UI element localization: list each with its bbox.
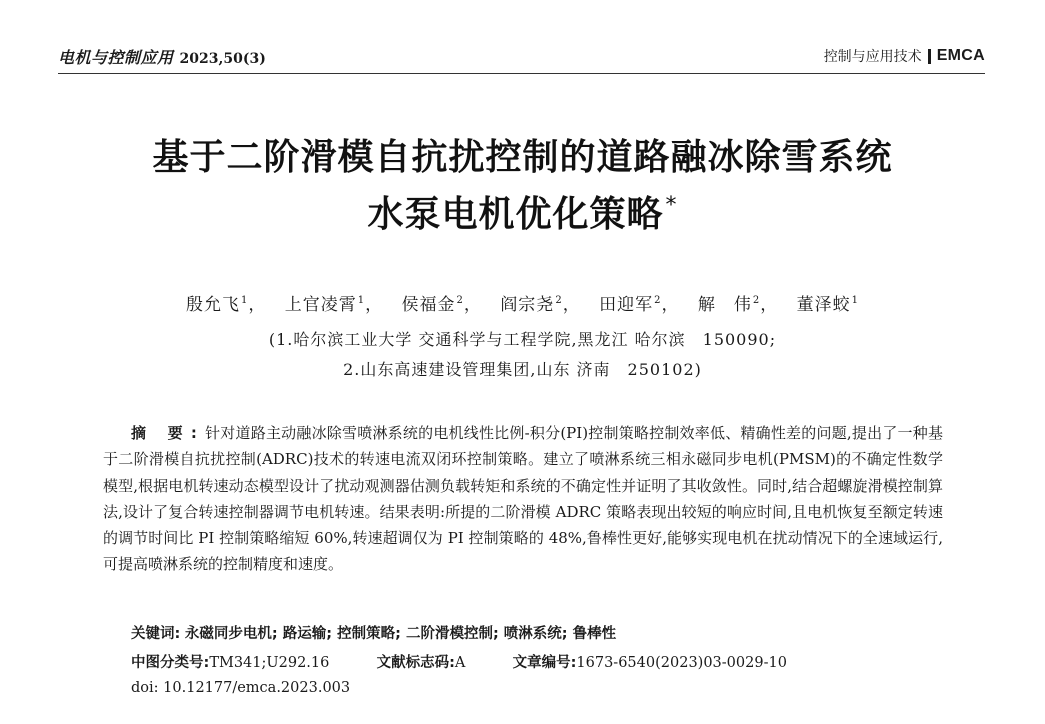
author-separator: ，	[760, 295, 779, 315]
author	[186, 295, 266, 315]
author-separator: ，	[463, 295, 482, 315]
author	[500, 295, 580, 315]
keywords-label: 关键词:	[131, 626, 181, 642]
affiliation-line-2: 2.山东高速建设管理集团,山东 济南 250102)	[343, 360, 702, 379]
doi-label: doi:	[131, 680, 159, 696]
clc-value: TM341;U292.16	[209, 655, 330, 671]
document-code-value: A	[454, 655, 466, 671]
author-affiliation-mark: 1	[851, 295, 860, 306]
article-number-value: 1673-6540(2023)03-0029-10	[576, 655, 787, 671]
running-header	[58, 44, 985, 68]
author	[599, 295, 679, 315]
abstract	[103, 420, 943, 578]
author	[402, 295, 482, 315]
keywords	[131, 622, 616, 643]
paper-title-line-1: 基于二阶滑模自抗扰控制的道路融冰除雪系统	[152, 137, 893, 178]
author-separator: ，	[562, 295, 581, 315]
author-name: 董泽蛟	[796, 295, 851, 315]
author-affiliation-mark: 2	[456, 295, 464, 306]
author-affiliation-mark: 2	[555, 295, 563, 306]
author-separator: ，	[248, 295, 267, 315]
author-name: 田迎军	[599, 295, 654, 315]
author-name: 阎宗尧	[500, 295, 555, 315]
author-affiliation-mark: 2	[654, 295, 662, 306]
document-code-label: 文献标志码:	[376, 655, 455, 671]
clc-label: 中图分类号:	[131, 655, 210, 671]
author	[285, 295, 383, 315]
author-name: 解 伟	[697, 295, 752, 315]
author-separator: ，	[365, 295, 384, 315]
doi-line	[131, 680, 350, 696]
abstract-text: 针对道路主动融冰除雪喷淋系统的电机线性比例-积分(PI)控制策略控制效率低、精确性差的问题,提出了一种基于二阶滑模自抗扰控制(ADRC)技术的转速电流双闭环控制策略。建立了喷淋系统三相永磁同步电机(PMSM)的不确定性数学模型,根据电机转速动态模型设计了扰动观测器估测负载转矩和系统的不确定性并证明了其收敛性。同时,结合超螺旋滑模控制算法,设计了复合转速控制器调节电机转速。结果表明:所提的二阶滑模 ADRC 策略表现出较短的响应时间,且电机恢复至额定转速的调节时间比 PI 控制策略缩短 60%,转速超调仅为 PI 控制策略的 48%,鲁棒性更好,能够实现电机在扰动情况下的全速域运行,可提高喷淋系统的控制精度和速度。	[103, 424, 943, 574]
article-number-label: 文章编号:	[512, 655, 577, 671]
keywords-text: 永磁同步电机; 路运输; 控制策略; 二阶滑模控制; 喷淋系统; 鲁棒性	[184, 626, 617, 642]
author-name: 上官凌霄	[284, 295, 357, 315]
journal-issue: 2023,50(3)	[179, 50, 266, 67]
abstract-label: 摘 要:	[131, 424, 205, 442]
section-divider	[928, 49, 931, 64]
author-affiliation-mark: 2	[752, 295, 761, 306]
section-info	[824, 46, 985, 66]
paper-title-line-2	[0, 186, 1045, 237]
author-affiliation-mark: 1	[357, 295, 366, 306]
author-name: 殷允飞	[185, 295, 240, 315]
paper-title-line-2-text: 水泵电机优化策略	[367, 194, 664, 235]
author-name: 侯福金	[401, 295, 456, 315]
author-separator: ，	[661, 295, 680, 315]
title-footnote-mark: *	[665, 193, 678, 218]
author	[698, 295, 778, 315]
journal-name: 电机与控制应用	[58, 47, 174, 67]
author-list	[0, 290, 1045, 315]
header-rule	[58, 73, 985, 74]
journal-info	[58, 45, 266, 68]
section-name: 控制与应用技术	[823, 49, 922, 65]
classification-line	[131, 651, 787, 672]
doi-value: 10.12177/emca.2023.003	[163, 680, 351, 696]
affiliation-line-1: (1.哈尔滨工业大学 交通科学与工程学院,黑龙江 哈尔滨 150090;	[268, 330, 777, 349]
author-affiliation-mark: 1	[240, 295, 249, 306]
author	[797, 295, 859, 315]
journal-code: EMCA	[936, 47, 985, 64]
